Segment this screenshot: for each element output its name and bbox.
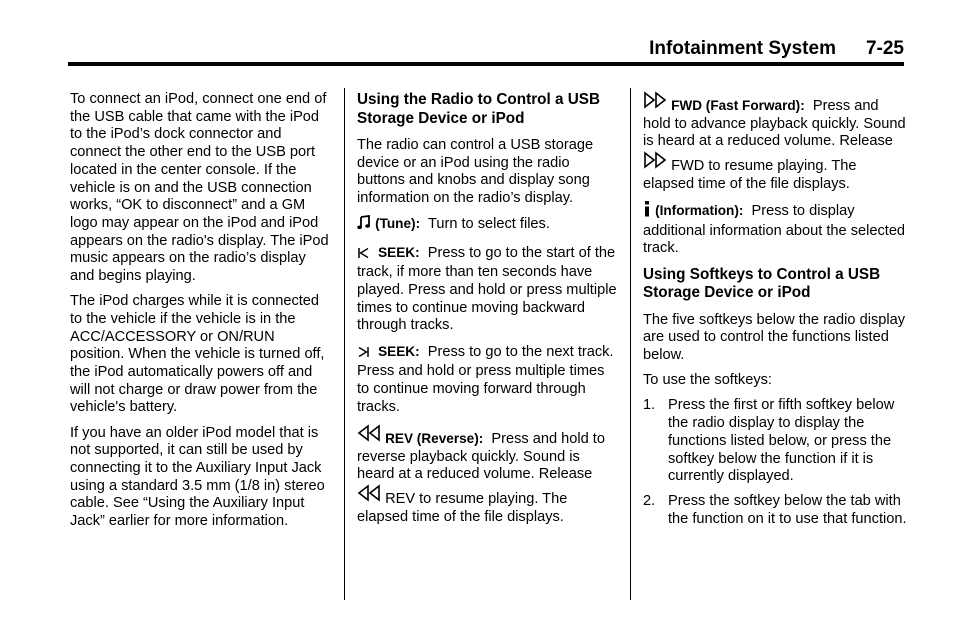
seek-forward-description [357, 343, 619, 417]
rev-label: REV (Reverse): [385, 430, 484, 446]
column-1 [70, 91, 332, 538]
seek-back-text: Press to go to the start of the track, if more than ten seconds have played. Press and hold or press multiple times to continue moving backward through tracks. [357, 244, 617, 334]
paragraph: The radio can control a USB storage device or an iPod using the radio buttons and knobs and display song information on the radio’s display. [357, 137, 594, 207]
tune-description [357, 215, 619, 236]
steps-list [643, 397, 907, 528]
fwd-text: FWD to resume playing. The elapsed time of the file displays. [643, 158, 857, 192]
fast-forward-icon [643, 151, 667, 175]
rev-text: Press and hold to reverse playback quickly. Sound is heard at a reduced volume. Release [357, 430, 605, 483]
paragraph: To connect an iPod, connect one end of the USB cable that came with the iPod to the iPod’s dock connector and connect the other end to the USB port located in the center console. If the vehicle is on and the USB connection works, “OK to disconnect” and a GM logo may appear on the iPod and iPod appears on the radio's display. The iPod music appears on the radio’s display and begins playing. [70, 91, 329, 285]
step-number: 1. [643, 397, 656, 414]
rev-text: REV to resume playing. The elapsed time of the file displays. [357, 490, 568, 525]
info-icon [643, 201, 651, 223]
column-divider [344, 88, 345, 600]
rewind-icon [357, 484, 381, 508]
list-item [643, 397, 907, 486]
section-title: Infotainment System [649, 38, 836, 59]
fwd-text: Press and hold to advance playback quickly. Sound is heard at a reduced volume. Release [643, 98, 906, 150]
seek-label: SEEK: [378, 343, 420, 359]
fwd-label: FWD (Fast Forward): [671, 98, 805, 113]
column-divider [630, 88, 631, 600]
section-heading: Using Softkeys to Control a USB Storage Device or iPod [643, 265, 881, 302]
music-note-icon [357, 215, 371, 236]
page-number: 7-25 [865, 38, 904, 59]
list-item [643, 493, 907, 528]
seek-back-icon [357, 247, 370, 265]
column-2 [357, 91, 619, 534]
fwd-description [643, 91, 907, 194]
paragraph: The iPod charges while it is connected to the vehicle if the vehicle is in the ACC/ACCESSORY or ON/RUN position. When the vehicle is turned off, the iPod automatically powers off and will not charge or draw power from the vehicle's battery. [70, 293, 325, 416]
step-number: 2. [643, 493, 656, 510]
header-rule [68, 62, 904, 66]
paragraph: To use the softkeys: [643, 372, 772, 389]
seek-back-description [357, 244, 619, 336]
info-description [643, 201, 907, 258]
fast-forward-icon [643, 91, 667, 115]
seek-forward-text: Press to go to the next track. Press and hold or press multiple times to continue moving forward through tracks. [357, 343, 614, 415]
seek-label: SEEK: [378, 244, 420, 260]
step-text: Press the first or fifth softkey below the radio display to display the functions listed below, or press the softkey below the function if it is currently displayed. [668, 397, 895, 485]
tune-text: Turn to select files. [427, 216, 550, 233]
paragraph: The five softkeys below the radio display are used to control the functions listed below. [643, 311, 906, 364]
info-text: Press to display additional information about the selected track. [643, 203, 906, 257]
step-text: Press the softkey below the tab with the function on it to use that function. [668, 493, 907, 528]
info-label: (Information): [655, 203, 744, 219]
tune-label: (Tune): [375, 216, 421, 232]
section-heading: Using the Radio to Control a USB Storage Device or iPod [357, 91, 601, 127]
rev-description [357, 424, 619, 527]
rewind-icon [357, 424, 381, 448]
paragraph: If you have an older iPod model that is not supported, it can still be used by connecting it to the Auxiliary Input Jack using a standard 3.5 mm (1/8 in) stereo cable. See “Using the Auxiliary Input Jack” earlier for more information. [70, 424, 325, 530]
seek-forward-icon [357, 346, 370, 364]
column-3 [643, 91, 907, 536]
page-header [68, 38, 904, 60]
